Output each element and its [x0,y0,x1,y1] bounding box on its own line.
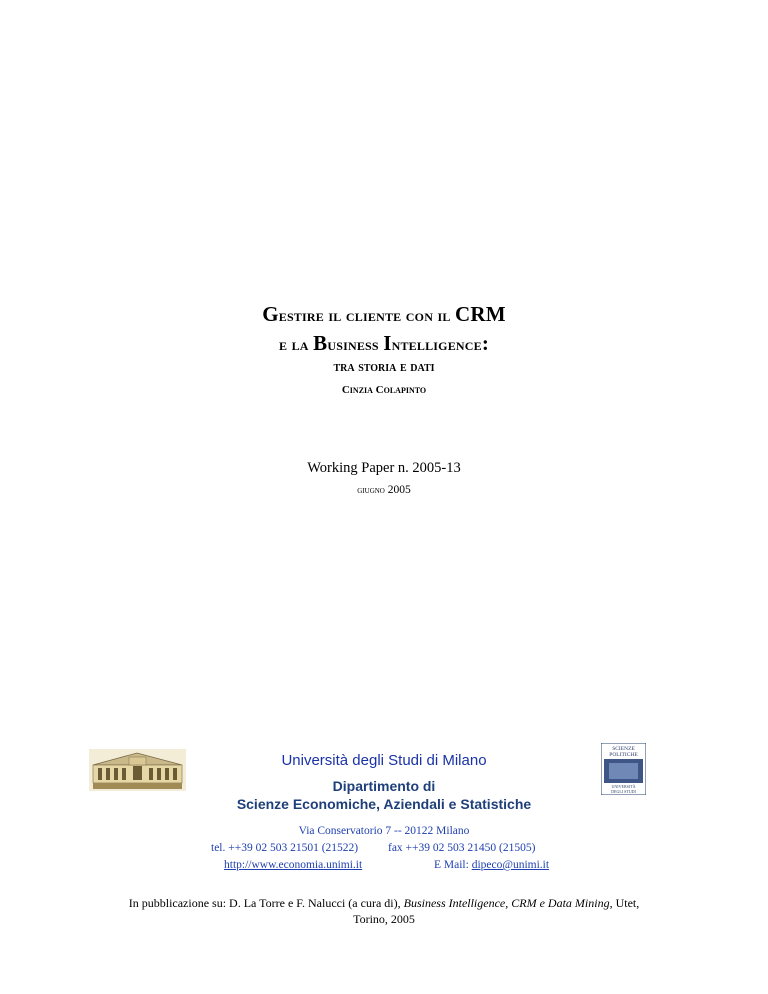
author-last: olapinto [383,384,427,396]
author-cap: C [375,384,384,396]
publication-note-line-2: Torino, 2005 [353,912,415,926]
publication-note [0,896,768,911]
author-first: inzia [349,384,376,396]
svg-text:DEGLI STUDI: DEGLI STUDI [611,789,636,794]
svg-text:POLITICHE: POLITICHE [609,752,638,758]
title-text: e la [278,335,314,354]
email-label: E Mail: [434,859,472,871]
subtitle: tra storia e dati [333,359,435,375]
date-year: 2005 [384,484,411,496]
publication-book-title: Business Intelligence, CRM e Data Mining [403,896,610,910]
author [0,384,768,396]
title-cap: G [262,302,279,326]
title-colon: : [481,331,490,355]
date-month: giugno [357,485,385,496]
fax: fax ++39 02 503 21450 (21505) [388,842,536,854]
publication-prefix: In pubblicazione su: D. La Torre e F. Nalucci (a cura di), [128,896,404,910]
title-text: estire il cliente con il [278,306,456,325]
title-cap: I [383,331,392,355]
department-line-2: Scienze Economiche, Aziendali e Statistiche [236,796,532,812]
title-text: ntelligence [391,335,482,354]
title-text: usiness [327,335,384,354]
telephone: tel. ++39 02 503 21501 (21522) [211,842,359,854]
publication-date [0,484,768,496]
title-line-2 [0,331,768,356]
title-crm: CRM [455,302,506,326]
email-row [434,859,549,871]
title-line-1 [0,302,768,327]
department-line-1: Dipartimento di [332,778,436,794]
svg-text:SCIENZE: SCIENZE [612,746,635,752]
svg-text:UNIVERSITÀ: UNIVERSITÀ [611,784,636,789]
address: Via Conservatorio 7 -- 20122 Milano [298,825,470,837]
publication-suffix: , Utet, [609,896,640,910]
title-cap: B [313,331,328,355]
working-paper-number: Working Paper n. 2005-13 [307,460,461,476]
email-link[interactable]: dipeco@unimi.it [471,859,550,871]
university-name: Università degli Studi di Milano [281,752,487,769]
website-link[interactable]: http://www.economia.unimi.it [224,859,363,871]
author-cap: C [341,384,350,396]
